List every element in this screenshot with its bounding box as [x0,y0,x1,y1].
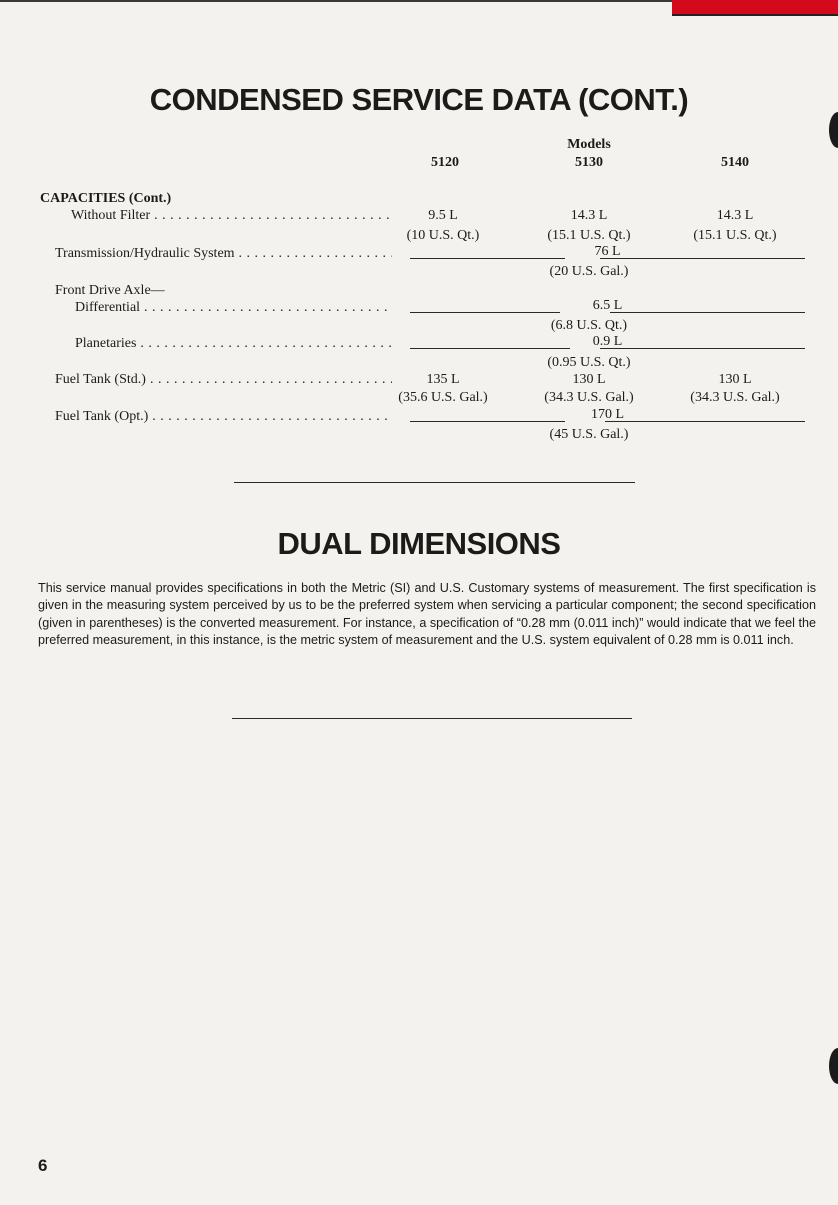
top-edge-line [0,0,672,2]
row-label-without-filter: Without Filter . . . [71,208,392,224]
binder-hole-bottom [829,1048,838,1084]
section-thumb-tab [672,0,838,16]
value-5140-fuel-std: 130 L [718,372,752,387]
model-5120-header: 5120 [431,155,459,170]
value-all-differential: 6.5 L [592,298,623,313]
row-label-transmission: Transmission/Hydraulic System . . . [55,246,392,262]
span-line-planetaries [410,336,805,350]
page-title: CONDENSED SERVICE DATA (CONT.) [149,82,689,117]
value-all-differential-us: (6.8 U.S. Qt.) [550,318,628,333]
value-all-planetaries: 0.9 L [592,334,623,349]
span-line-differential [410,300,805,314]
model-5130-header: 5130 [575,155,603,170]
value-5130-fuel-std-us: (34.3 U.S. Gal.) [544,390,634,405]
value-5140-fuel-std-us: (34.3 U.S. Gal.) [690,390,780,405]
span-line-transmission [410,246,805,260]
page-number: 6 [38,1156,48,1175]
section-heading: CAPACITIES (Cont.) [40,191,172,206]
value-all-transmission: 76 L [594,244,621,259]
row-label-differential: Differential . . . [75,300,392,316]
dual-dimensions-title: DUAL DIMENSIONS [277,526,561,561]
value-5140-without-filter-us: (15.1 U.S. Qt.) [693,228,777,243]
value-5130-fuel-std: 130 L [572,372,606,387]
models-header: Models [567,137,611,152]
value-5130-without-filter: 14.3 L [570,208,608,223]
value-5120-without-filter-us: (10 U.S. Qt.) [406,228,480,243]
value-all-fuel-opt-us: (45 U.S. Gal.) [549,427,629,442]
value-all-fuel-opt: 170 L [590,407,625,422]
row-label-front-drive-axle: Front Drive Axle— [55,283,165,298]
span-line-fuel-opt [410,409,805,423]
value-5140-without-filter: 14.3 L [716,208,754,223]
value-5120-fuel-std-us: (35.6 U.S. Gal.) [398,390,488,405]
dual-dimensions-paragraph: This service manual provides specifications in both the Metric (SI) and U.S. Customary systems of measurement. The first specification is given in the measuring system perceived by us to be the preferred system when servicing a particular component; the second specification (given in parentheses) is the converted measurement. For instance, a specification of “0.28 mm (0.011 inch)” would indicate that we feel the preferred measurement, in this instance, is the metric system of measurement and the U.S. system equivalent of 0.28 mm is 0.011 inch. [38,581,816,648]
value-all-transmission-us: (20 U.S. Gal.) [549,264,629,279]
row-label-fuel-tank-opt: Fuel Tank (Opt.) . . . [55,409,392,425]
value-5130-without-filter-us: (15.1 U.S. Qt.) [547,228,631,243]
value-all-planetaries-us: (0.95 U.S. Qt.) [547,355,631,370]
model-5140-header: 5140 [721,155,749,170]
value-5120-fuel-std: 135 L [426,372,460,387]
value-5120-without-filter: 9.5 L [428,208,458,223]
row-label-planetaries: Planetaries . . . [75,336,392,352]
section-divider-top [234,482,635,483]
row-label-fuel-tank-std: Fuel Tank (Std.) . . . [55,372,392,388]
section-divider-bottom [232,718,632,719]
